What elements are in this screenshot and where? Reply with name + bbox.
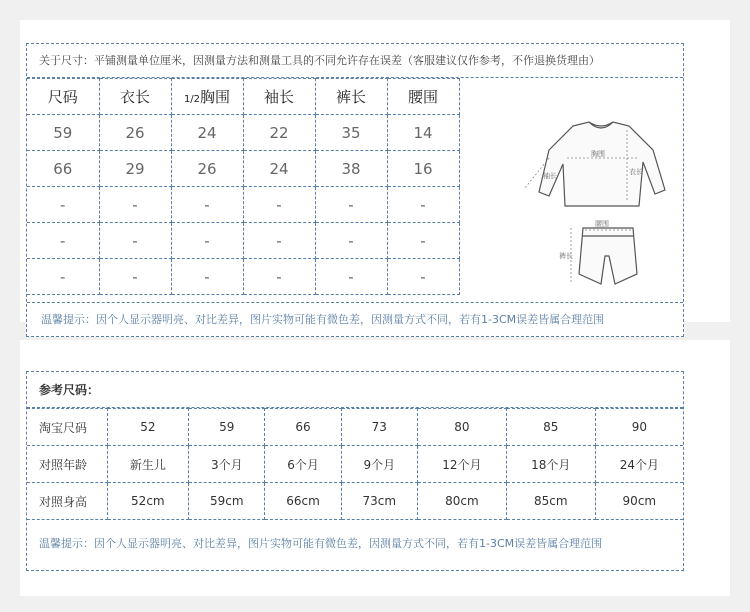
table-cell: 9个月 xyxy=(341,446,417,483)
table-cell: 14 xyxy=(387,115,459,151)
measurement-note: 关于尺寸：平铺测量单位厘米，因测量方法和测量工具的不同允许存在误差（客服建议仅作参考，不作退换货理由） xyxy=(27,44,683,78)
table-cell: 35 xyxy=(315,115,387,151)
table-row xyxy=(27,187,459,223)
table-cell: - xyxy=(99,259,171,295)
size-table xyxy=(27,78,460,295)
table-cell: - xyxy=(315,223,387,259)
table-cell: 66 xyxy=(27,151,99,187)
table-row xyxy=(27,483,683,520)
table-cell: - xyxy=(171,187,243,223)
table-cell: - xyxy=(387,259,459,295)
table-cell: - xyxy=(315,259,387,295)
table-row xyxy=(27,446,683,483)
table-cell: - xyxy=(99,223,171,259)
table-cell: 24 xyxy=(171,115,243,151)
table-row xyxy=(27,259,459,295)
table-cell: - xyxy=(387,187,459,223)
tip-text: 温馨提示：因个人显示器明亮、对比差异，图片实物可能有微色差，因测量方式不同，若有1-3CM误差皆属合理范围 xyxy=(39,537,603,550)
table-cell: 6个月 xyxy=(265,446,341,483)
table-cell: 59cm xyxy=(189,483,265,520)
table-row xyxy=(27,409,683,446)
table-cell: 38 xyxy=(315,151,387,187)
diagram-pants-label: 裤长 xyxy=(559,252,573,260)
table-cell: - xyxy=(243,259,315,295)
diagram-sleeve-label: 袖长 xyxy=(543,172,557,180)
header-sleeve: 袖长 xyxy=(243,79,315,115)
tip-text: 温馨提示：因个人显示器明亮、对比差异，图片实物可能有微色差，因测量方式不同，若有1-3CM误差皆属合理范围 xyxy=(27,302,683,336)
reference-size-panel xyxy=(26,371,684,571)
table-cell: 18个月 xyxy=(506,446,595,483)
table-cell: 24个月 xyxy=(595,446,683,483)
size-chart-panel xyxy=(26,43,684,337)
diagram-chest-label: 胸围 xyxy=(591,150,605,158)
table-cell: - xyxy=(27,223,99,259)
table-cell: - xyxy=(315,187,387,223)
table-cell: 26 xyxy=(99,115,171,151)
table-row xyxy=(27,151,459,187)
header-pants: 裤长 xyxy=(315,79,387,115)
table-cell: 85cm xyxy=(506,483,595,520)
header-waist: 腰围 xyxy=(387,79,459,115)
garment-diagrams xyxy=(487,78,683,302)
table-cell: 26 xyxy=(171,151,243,187)
row-label: 对照年龄 xyxy=(27,446,107,483)
table-cell: 73cm xyxy=(341,483,417,520)
table-cell: 新生儿 xyxy=(107,446,189,483)
table-cell: 66cm xyxy=(265,483,341,520)
top-garment-diagram xyxy=(539,122,665,206)
table-cell: 52 xyxy=(107,409,189,446)
size-header-row xyxy=(27,79,459,115)
table-cell: 66 xyxy=(265,409,341,446)
reference-title: 参考尺码： xyxy=(27,372,683,408)
table-cell: - xyxy=(27,259,99,295)
table-cell: - xyxy=(387,223,459,259)
table-cell: - xyxy=(243,187,315,223)
table-cell: 12个月 xyxy=(417,446,506,483)
diagram-length-label: 衣长 xyxy=(629,168,643,176)
table-cell: - xyxy=(171,223,243,259)
table-cell: 29 xyxy=(99,151,171,187)
table-cell: 80cm xyxy=(417,483,506,520)
header-chest xyxy=(171,79,243,115)
diagram-waist-label: 腰围 xyxy=(595,220,609,228)
table-cell: 59 xyxy=(27,115,99,151)
table-cell: 16 xyxy=(387,151,459,187)
row-label: 淘宝尺码 xyxy=(27,409,107,446)
table-cell: - xyxy=(99,187,171,223)
garment-diagram-svg xyxy=(487,78,683,302)
table-row xyxy=(27,115,459,151)
header-chest-prefix: 1/2 xyxy=(183,94,201,105)
row-label: 对照身高 xyxy=(27,483,107,520)
reference-table xyxy=(27,408,683,520)
table-cell: 90cm xyxy=(595,483,683,520)
table-cell: 73 xyxy=(341,409,417,446)
table-cell: 59 xyxy=(189,409,265,446)
table-cell: 80 xyxy=(417,409,506,446)
table-cell: - xyxy=(171,259,243,295)
table-cell: 90 xyxy=(595,409,683,446)
header-size: 尺码 xyxy=(27,79,99,115)
header-length: 衣长 xyxy=(99,79,171,115)
table-cell: 24 xyxy=(243,151,315,187)
header-chest-label: 胸围 xyxy=(200,88,231,106)
table-cell: 52cm xyxy=(107,483,189,520)
table-cell: - xyxy=(243,223,315,259)
table-row xyxy=(27,223,459,259)
table-cell: 22 xyxy=(243,115,315,151)
table-cell: 3个月 xyxy=(189,446,265,483)
table-cell: 85 xyxy=(506,409,595,446)
pants-diagram xyxy=(579,228,637,284)
table-cell: - xyxy=(27,187,99,223)
